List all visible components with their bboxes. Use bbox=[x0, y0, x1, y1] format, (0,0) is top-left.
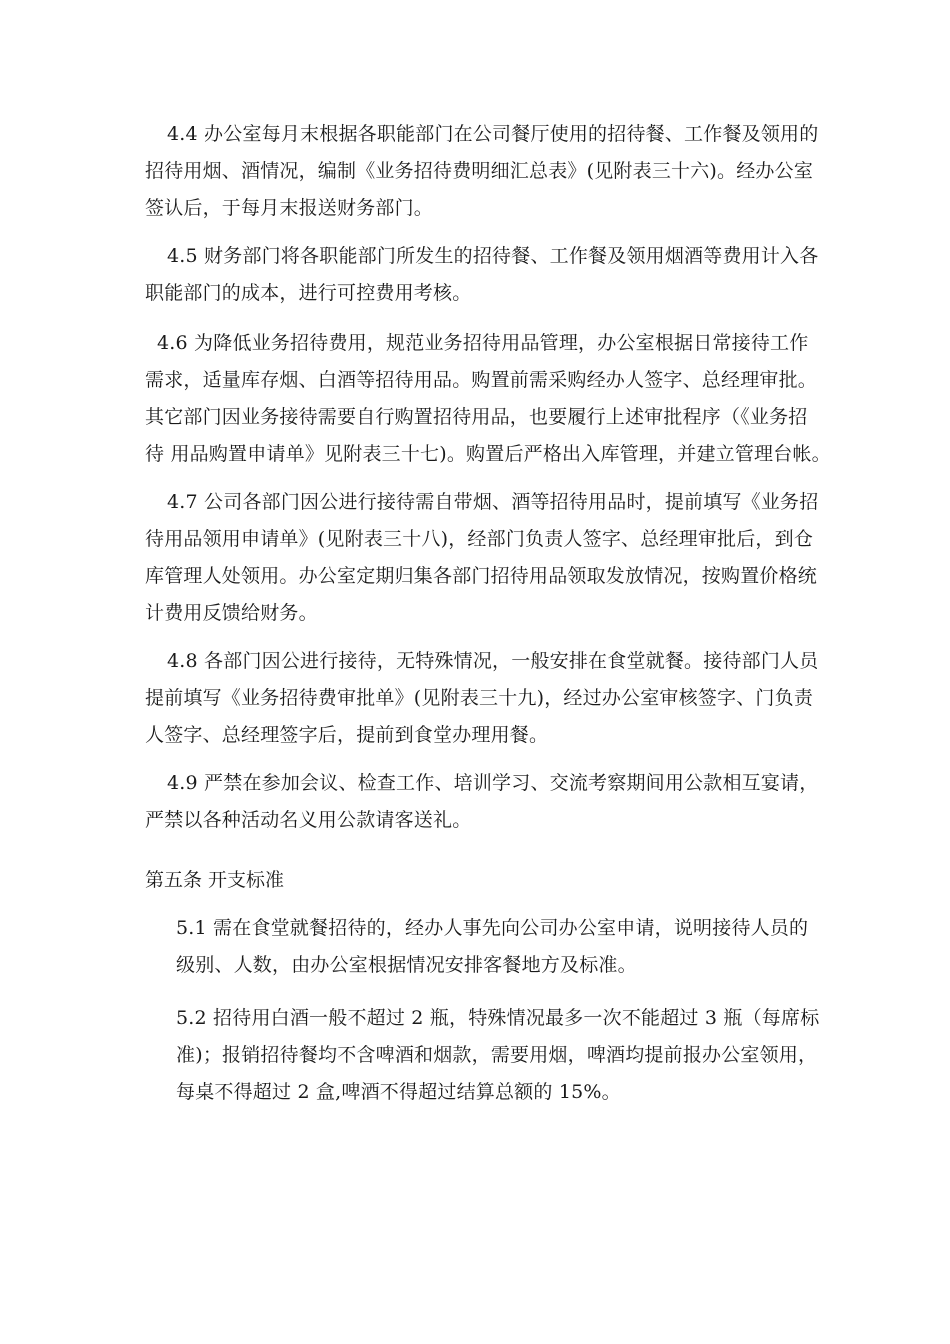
text-line: 4.4 办公室每月末根据各职能部门在公司餐厅使用的招待餐、工作餐及领用的 bbox=[167, 123, 819, 145]
text-line: 待用品领用申请单》(见附表三十八)，经部门负责人签字、总经理审批后，到仓 bbox=[145, 528, 814, 550]
text-line: 4.5 财务部门将各职能部门所发生的招待餐、工作餐及领用烟酒等费用计入各 bbox=[167, 245, 819, 267]
text-line: 签认后，于每月末报送财务部门。 bbox=[145, 197, 434, 219]
text-line: 严禁以各种活动名义用公款请客送礼。 bbox=[145, 809, 472, 831]
text-line: 库管理人处领用。办公室定期归集各部门招待用品领取发放情况，按购置价格统 bbox=[145, 565, 818, 587]
text-line: 4.8 各部门因公进行接待，无特殊情况，一般安排在食堂就餐。接待部门人员 bbox=[167, 650, 819, 672]
paragraph-4-4 bbox=[145, 116, 819, 227]
text-line: 每桌不得超过 2 盒,啤酒不得超过结算总额的 15%。 bbox=[176, 1081, 621, 1103]
paragraph-4-8 bbox=[145, 643, 819, 754]
text-line: 招待用烟、酒情况，编制《业务招待费明细汇总表》(见附表三十六)。经办公室 bbox=[145, 160, 814, 182]
text-line: 需求，适量库存烟、白酒等招待用品。购置前需采购经办人签字、总经理审批。 bbox=[145, 369, 818, 391]
paragraph-4-5 bbox=[145, 238, 819, 312]
text-line: 4.7 公司各部门因公进行接待需自带烟、酒等招待用品时，提前填写《业务招 bbox=[167, 491, 819, 513]
text-line: 准)；报销招待餐均不含啤酒和烟款，需要用烟，啤酒均提前报办公室领用， bbox=[176, 1044, 818, 1066]
paragraph-4-7 bbox=[145, 484, 819, 632]
section-heading: 第五条 开支标准 bbox=[145, 869, 285, 891]
text-line: 级别、人数，由办公室根据情况安排客餐地方及标准。 bbox=[176, 954, 637, 976]
text-line: 计费用反馈给财务。 bbox=[145, 602, 318, 624]
text-line: 提前填写《业务招待费审批单》(见附表三十九)，经过办公室审核签字、门负责 bbox=[145, 687, 814, 709]
text-line: 5.2 招待用白酒一般不超过 2 瓶，特殊情况最多一次不能超过 3 瓶（每席标 bbox=[176, 1007, 820, 1029]
paragraph-5-1 bbox=[176, 910, 816, 984]
text-line: 人签字、总经理签字后，提前到食堂办理用餐。 bbox=[145, 724, 549, 746]
text-line: 4.6 为降低业务招待费用，规范业务招待用品管理，办公室根据日常接待工作 bbox=[157, 332, 809, 354]
text-line: 4.9 严禁在参加会议、检查工作、培训学习、交流考察期间用公款相互宴请， bbox=[167, 772, 819, 794]
paragraph-4-9 bbox=[145, 765, 819, 839]
text-line: 职能部门的成本，进行可控费用考核。 bbox=[145, 282, 472, 304]
paragraph-4-6 bbox=[145, 325, 831, 473]
text-line: 待 用品购置申请单》见附表三十七)。购置后严格出入库管理，并建立管理台帐。 bbox=[145, 443, 831, 465]
paragraph-5-2 bbox=[176, 1000, 820, 1111]
text-line: 5.1 需在食堂就餐招待的，经办人事先向公司办公室申请，说明接待人员的 bbox=[176, 917, 809, 939]
text-line: 其它部门因业务接待需要自行购置招待用品，也要履行上述审批程序（《业务招 bbox=[145, 406, 808, 428]
